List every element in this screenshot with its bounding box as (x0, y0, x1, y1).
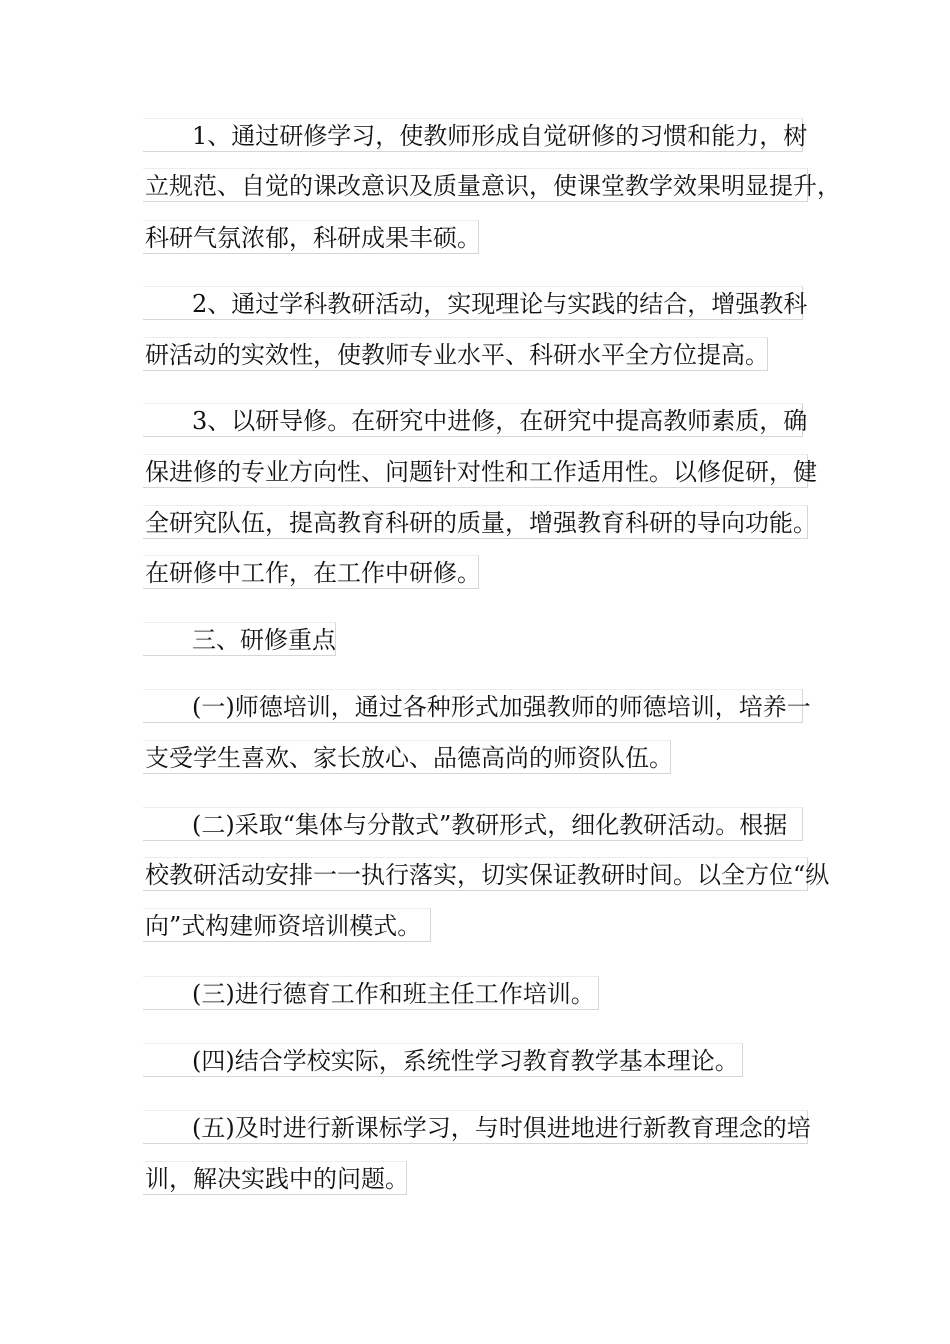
paragraph-7-line-1: (三)进行德育工作和班主任工作培训。 (143, 976, 599, 1010)
paragraph-6-line-1: (二)采取“集体与分散式”教研形式，细化教研活动。根据 (143, 807, 803, 841)
paragraph-9-line-1: (五)及时进行新课标学习，与时俱进地进行新教育理念的培 (143, 1110, 808, 1144)
paragraph-1-line-3: 科研气氛浓郁，科研成果丰硕。 (143, 220, 479, 254)
paragraph-3-line-1: 3、以研导修。在研究中进修，在研究中提高教师素质，确 (143, 403, 803, 437)
paragraph-8-line-1: (四)结合学校实际，系统性学习教育教学基本理论。 (143, 1043, 743, 1077)
paragraph-6-line-2: 校教研活动安排一一执行落实，切实保证教研时间。以全方位“纵 (143, 857, 808, 891)
paragraph-2-line-1: 2、通过学科教研活动，实现理论与实践的结合，增强教科 (143, 286, 803, 320)
paragraph-1-line-1: 1、通过研修学习，使教师形成自觉研修的习惯和能力，树 (143, 118, 803, 152)
paragraph-3-line-2: 保进修的专业方向性、问题针对性和工作适用性。以修促研，健 (143, 454, 808, 488)
paragraph-9-line-2: 训，解决实践中的问题。 (143, 1161, 407, 1195)
paragraph-5-line-1: (一)师德培训，通过各种形式加强教师的师德培训，培养一 (143, 689, 803, 723)
paragraph-5-line-2: 支受学生喜欢、家长放心、品德高尚的师资队伍。 (143, 740, 671, 774)
paragraph-3-line-4: 在研修中工作，在工作中研修。 (143, 555, 479, 589)
paragraph-2-line-2: 研活动的实效性，使教师专业水平、科研水平全方位提高。 (143, 337, 768, 371)
paragraph-3-line-3: 全研究队伍，提高教育科研的质量，增强教育科研的导向功能。 (143, 505, 808, 539)
section-heading: 三、研修重点 (143, 622, 336, 656)
paragraph-6-line-3: 向”式构建师资培训模式。 (143, 908, 431, 942)
paragraph-1-line-2: 立规范、自觉的课改意识及质量意识，使课堂教学效果明显提升， (143, 168, 808, 202)
